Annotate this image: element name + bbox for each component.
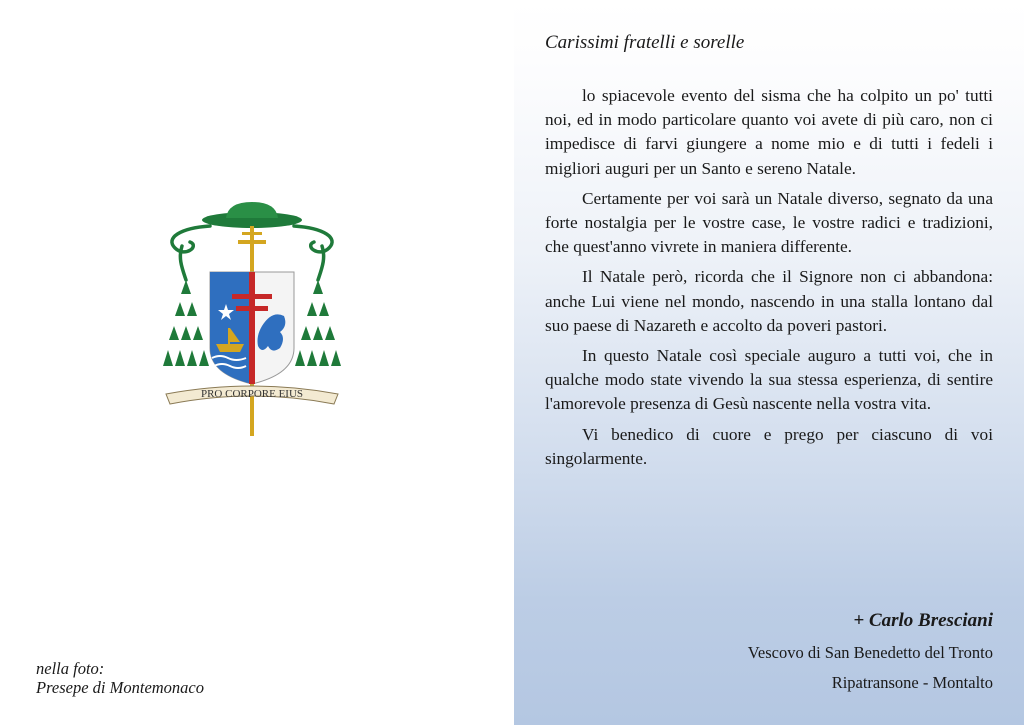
bishop-title: Vescovo di San Benedetto del Tronto (747, 643, 993, 662)
paragraph: Vi benedico di cuore e prego per ciascuno di voi singolarmente. (545, 424, 993, 468)
photo-caption (36, 659, 204, 697)
paragraph: lo spiacevole evento del sisma che ha colpito un po' tutti noi, ed in modo particolare quanto voi avete di più caro, non ci impedisce di farvi giungere a nome mio e di tutti i fedeli i migliori auguri per un Santo e sereno Natale. (545, 86, 993, 178)
paragraph: Certamente per voi sarà un Natale diverso, segnato da una forte nostalgia per le vostre case, le vostre radici e tradizioni, che quest'anno vivrete in maniera differente. (545, 188, 993, 257)
coat-of-arms-icon (160, 198, 344, 442)
caption-line-2: Presepe di Montemonaco (36, 678, 205, 697)
diocese-name: Ripatransone - Montalto (831, 673, 993, 692)
caption-line-1: nella foto: (36, 659, 105, 678)
motto-text: PRO CORPORE EIUS (200, 388, 304, 400)
paragraph: In questo Natale così speciale auguro a tutti voi, che in qualche modo state vivendo la sua stessa esperienza, di sentire l'amorevole presenza di Gesù nascente nella vostra vita. (545, 346, 993, 414)
signature: + Carlo Bresciani (853, 610, 993, 631)
paragraph: Il Natale però, ricorda che il Signore non ci abbandona: anche Lui viene nel mondo, nascendo in una stalla lontano dal suo paese di Nazareth e accolto da poveri pastori. (545, 267, 993, 335)
greeting: Carissimi fratelli e sorelle (545, 32, 745, 53)
letter-body (545, 84, 993, 477)
